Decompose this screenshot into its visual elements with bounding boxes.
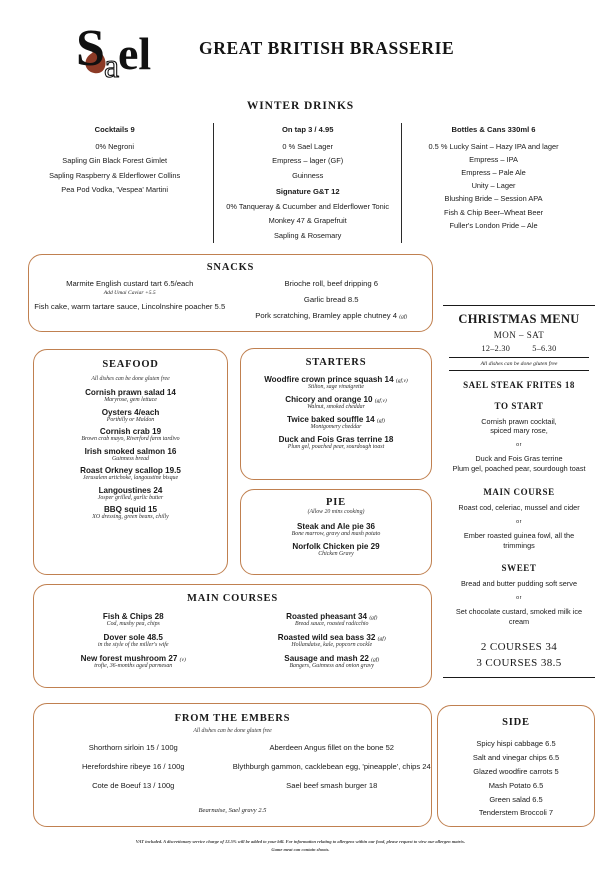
menu-item-cont: spiced mary rose, (490, 426, 548, 436)
menu-item: Cote de Boeuf 13 / 100g (92, 781, 175, 790)
pie-note: (Allow 20 mins cooking) (307, 509, 365, 515)
menu-item-desc: Maryrose, gem lettuce (104, 397, 157, 403)
menu-item-desc: Chicken Gravy (318, 551, 354, 557)
drink-item: Sapling & Rosemary (274, 230, 342, 240)
drink-item: Guinness (292, 170, 324, 180)
menu-item (34, 388, 227, 403)
embers-left-column (34, 743, 233, 800)
menu-item (34, 612, 233, 627)
embers-note: All dishes can be done gluten free (193, 728, 272, 734)
dietary-tag: (gf) (376, 418, 385, 424)
menu-item-name: Roasted pheasant 34 (286, 612, 368, 621)
menu-item (233, 633, 432, 648)
pie-panel (240, 489, 432, 575)
drink-item: 0% Tanqueray & Cucumber and Elderflower Tonic (226, 201, 390, 211)
menu-item-name: Sausage and mash 22 (284, 654, 369, 663)
menu-item-label: Langoustines 24 (98, 485, 163, 495)
menu-item-desc: Brown crab mayo, Riverford farm tardivo (81, 436, 180, 442)
menu-item-desc: Cod, mushy pea, chips (106, 621, 160, 627)
logo-mark (70, 15, 185, 81)
drink-item: 0 % Sael Lager (282, 141, 333, 151)
menu-item-desc: in the style of the miller's wife (97, 642, 169, 648)
main-courses-right-column (233, 612, 432, 675)
menu-item: Shorthorn sirloin 15 / 100g (88, 743, 178, 752)
embers-sauces: Bearnaise, Sael gravy 2.5 (198, 807, 267, 814)
menu-item-desc: Guinness bread (112, 455, 149, 462)
menu-item-label: Pork scratching, Bramley apple chutney 4 (255, 311, 398, 320)
or-separator: or (516, 518, 522, 525)
snacks-right-column (231, 279, 433, 327)
starters-title: STARTERS (305, 357, 367, 368)
menu-item: Marmite English custard tart 6.5/each (66, 279, 194, 288)
drink-item: Monkey 47 & Grapefruit (268, 216, 347, 226)
svg-text:a: a (104, 48, 120, 81)
dietary-tag: (gf,v) (395, 378, 408, 384)
main-courses-title: MAIN COURSES (187, 593, 278, 604)
main-courses-columns (34, 612, 431, 675)
menu-item (34, 654, 233, 669)
menu-item-label: Norfolk Chicken pie 29 (292, 542, 380, 551)
signature-gt-heading: Signature G&T 12 (275, 187, 340, 197)
menu-item: Spicy hispi cabbage 6.5 (476, 739, 556, 748)
menu-item-label: Roast Orkney scallop 19.5 (80, 466, 181, 475)
on-tap-column (213, 123, 402, 243)
menu-item-desc: Bone marrow, gravy and mash potato (291, 531, 381, 537)
menu-item-label: Duck and Fois Gras terrine 18 (278, 435, 394, 444)
side-title: SIDE (502, 717, 530, 728)
price-three-courses: 3 COURSES 38.5 (476, 656, 562, 669)
snacks-title: SNACKS (206, 262, 255, 273)
drink-item: Blushing Bride – Session APA (444, 194, 543, 204)
menu-item-desc: Bangers, Guinness and onion gravy (289, 663, 375, 669)
drink-item: Sapling Gin Black Forest Gimlet (62, 156, 168, 166)
menu-item (34, 633, 233, 648)
menu-item (34, 427, 227, 442)
snacks-columns (29, 279, 432, 327)
to-start-title: TO START (494, 400, 544, 411)
dietary-tag: (gf) (399, 314, 408, 320)
cocktails-heading: Cocktails 9 (94, 125, 135, 134)
menu-item: Herefordshire ribeye 16 / 100g (81, 762, 185, 771)
drink-item: Empress – lager (GF) (272, 156, 344, 166)
main-courses-panel (33, 584, 432, 688)
menu-item (34, 466, 227, 481)
menu-item: Duck and Fois Gras terrine (475, 454, 563, 464)
menu-item: Mash Potato 6.5 (488, 780, 544, 790)
dietary-tag: (gf) (377, 636, 386, 642)
lunch-time: 12–2.30 (481, 344, 511, 353)
menu-item-desc: Jerusalem artichoke, langoustine bisque (82, 475, 179, 481)
christmas-menu-panel (443, 305, 595, 678)
embers-panel (33, 703, 432, 827)
brand-tagline: GREAT BRITISH BRASSERIE (199, 37, 455, 58)
menu-item-desc: Walnut, smoked cheddar (307, 404, 365, 410)
sael-logo (70, 15, 185, 81)
menu-item: Brioche roll, beef dripping 6 (284, 279, 379, 288)
menu-item: Green salad 6.5 (489, 794, 543, 804)
menu-item: Sael beef smash burger 18 (286, 781, 378, 790)
bottles-cans-column (402, 123, 585, 243)
snacks-panel (28, 254, 433, 332)
menu-item-desc: Stilton, sage vinaigrette (308, 384, 364, 390)
menu-item (34, 408, 227, 423)
menu-item (231, 311, 433, 320)
menu-item-label (233, 633, 432, 642)
dietary-tag: (gf) (371, 657, 380, 663)
svg-text:S: S (76, 20, 105, 77)
winter-drinks-title: WINTER DRINKS (246, 100, 355, 112)
menu-item: Ember roasted guinea fowl, all the (463, 530, 575, 540)
menu-item (241, 435, 431, 450)
menu-item-name: Twice baked souffle 14 (287, 415, 375, 424)
dinner-time: 5–6.30 (532, 344, 557, 353)
menu-item-label (233, 654, 432, 663)
menu-item-label (241, 415, 431, 424)
drink-item: 0.5 % Lucky Saint – Hazy IPA and lager (428, 141, 559, 151)
menu-item-name: Woodfire crown prince squash 14 (264, 375, 394, 384)
menu-item-desc: Porthilly or Maldon (106, 416, 155, 423)
menu-item-name: Chicory and orange 10 (285, 395, 373, 404)
menu-item-label (233, 612, 432, 621)
menu-item-desc: Bread sauce, roasted radicchio (294, 621, 369, 627)
menu-item-name: New forest mushroom 27 (80, 654, 178, 663)
seafood-title: SEAFOOD (102, 359, 159, 370)
dietary-tag: (gf) (369, 615, 378, 621)
menu-item: Glazed woodfire carrots 5 (473, 766, 559, 776)
steak-frites-item: SAEL STEAK FRITES 18 (463, 379, 575, 390)
menu-item-label: Steak and Ale pie 36 (297, 522, 375, 531)
on-tap-heading: On tap 3 / 4.95 (281, 125, 334, 134)
menu-item: Bread and butter pudding soft serve (460, 579, 578, 589)
menu-item-cont: cream (508, 617, 530, 627)
menu-item: Fish cake, warm tartare sauce, Lincolnshire poacher 5.5 (34, 302, 226, 311)
menu-item (241, 395, 431, 410)
menu-item-label (241, 375, 431, 384)
side-panel (437, 705, 595, 827)
page-header (0, 0, 601, 96)
menu-item-desc: trofie, 36-months aged parmesan (94, 663, 173, 669)
or-separator: or (516, 595, 522, 602)
winter-drinks-section (0, 96, 601, 243)
main-courses-left-column (34, 612, 233, 675)
drink-item: Fish & Chip Beer–Wheat Beer (444, 207, 544, 217)
christmas-menu-days: MON – SAT (493, 330, 545, 340)
menu-item-cont: trimmings (503, 540, 535, 550)
menu-item: Garlic bread 8.5 (303, 295, 359, 304)
seafood-panel (33, 349, 228, 575)
menu-item-label (241, 395, 431, 404)
menu-item-desc: Plum gel, poached pear, sourdough toast (287, 444, 385, 450)
menu-item-desc: Montgomery cheddar (310, 424, 362, 430)
pie-title: PIE (326, 497, 346, 508)
drink-item: Empress – IPA (469, 154, 518, 164)
drink-item: Sapling Raspberry & Elderflower Collins (49, 170, 181, 180)
menu-item-desc: XO dressing, green beans, chilly (92, 514, 169, 520)
drink-item: 0% Negroni (95, 141, 134, 151)
seafood-note: All dishes can be done gluten free (91, 376, 170, 382)
drink-item: Unity – Lager (471, 181, 516, 191)
main-course-title: MAIN COURSE (483, 486, 555, 497)
menu-item (233, 612, 432, 627)
menu-item-name: Roasted wild sea bass 32 (277, 633, 376, 642)
footer-line-2: Game meat can contain shoots. (271, 846, 330, 852)
embers-columns (34, 743, 431, 800)
menu-item-label: Fish & Chips 28 (102, 612, 164, 621)
bottles-cans-heading: Bottles & Cans 330ml 6 (451, 125, 536, 134)
menu-item: Tenderstem Broccoli 7 (478, 808, 554, 818)
menu-item-label: Irish smoked salmon 16 (84, 446, 177, 456)
winter-drinks-columns (16, 123, 585, 243)
svg-text:el: el (118, 28, 152, 79)
drink-item: Empress – Pale Ale (461, 168, 526, 178)
dietary-tag: (gf,v) (374, 398, 387, 404)
menu-item (233, 654, 432, 669)
menu-item (34, 505, 227, 520)
menu-item-label: Cornish prawn salad 14 (85, 388, 176, 397)
drink-item: Pea Pod Vodka, 'Vespea' Martini (61, 185, 169, 195)
menu-item-addon: Add Umai Caviar +5.5 (103, 290, 156, 296)
snacks-left-column (29, 279, 231, 327)
starters-panel (240, 348, 432, 480)
embers-right-column (233, 743, 432, 800)
sweet-title: SWEET (501, 563, 537, 574)
menu-item-label: BBQ squid 15 (103, 505, 158, 514)
menu-item (241, 542, 431, 557)
spacer (445, 550, 593, 563)
drink-item: Fuller's London Pride – Ale (449, 220, 538, 230)
christmas-menu-title: CHRISTMAS MENU (458, 312, 580, 326)
menu-item (241, 415, 431, 430)
footer-line-1: VAT included. A discretionary service charge of 12.5% will be added to your bill. For information relating to allergens within our food, please request to view our allergen matrix. (135, 839, 466, 844)
menu-item: Cornish prawn cocktail, (481, 416, 557, 426)
cocktails-column (16, 123, 213, 243)
menu-item (241, 375, 431, 390)
legal-footer (0, 838, 601, 854)
menu-item-label: Cornish crab 19 (99, 427, 162, 436)
menu-item: Blythburgh gammon, cacklebean egg, 'pineapple', chips 24 (232, 762, 431, 771)
menu-item (34, 447, 227, 462)
embers-title: FROM THE EMBERS (174, 713, 291, 724)
menu-item: Salt and vinegar chips 6.5 (472, 752, 560, 762)
menu-item-label: Oysters 4/each (101, 407, 160, 417)
menu-item: Roast cod, celeriac, mussel and cider (458, 502, 580, 512)
dietary-tag: (v) (179, 657, 186, 663)
price-two-courses: 2 COURSES 34 (480, 640, 558, 653)
menu-item-desc: Plum gel, poached pear, sourdough toast (452, 464, 586, 474)
spacer (445, 474, 593, 487)
menu-item (34, 486, 227, 501)
menu-item-desc: Hollandaise, kale, popcorn cockle (291, 642, 373, 648)
menu-item-label (34, 654, 233, 663)
christmas-menu-times (445, 344, 593, 353)
menu-item-label: Dover sole 48.5 (103, 633, 163, 642)
or-separator: or (516, 442, 522, 449)
menu-item: Set chocolate custard, smoked milk ice (455, 607, 583, 617)
christmas-menu-note: All dishes can be done gluten free (449, 358, 589, 371)
menu-item-desc: Josper grilled, garlic butter (97, 494, 164, 501)
menu-item (241, 522, 431, 537)
menu-item: Aberdeen Angus fillet on the bone 52 (269, 743, 395, 752)
spacer (445, 627, 593, 640)
